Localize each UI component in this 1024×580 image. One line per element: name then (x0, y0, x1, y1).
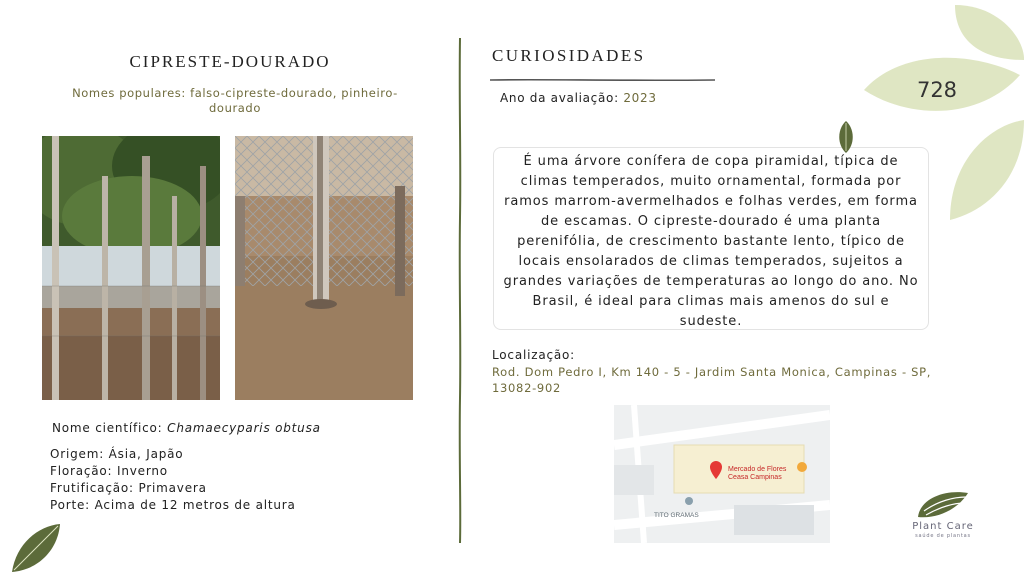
brand-tagline: saúde de plantas (915, 533, 971, 539)
vertical-divider (455, 38, 465, 543)
flowering: Floração: Inverno (50, 464, 168, 478)
location-label: Localização: (492, 348, 576, 362)
map-pin-label (728, 466, 786, 482)
scientific-name-line (52, 421, 321, 435)
scientific-label: Nome científico: (52, 421, 163, 435)
year-value: 2023 (623, 91, 657, 105)
year-label: Ano da avaliação: (500, 91, 619, 105)
map-pin-label-line1: Mercado de Flores (728, 466, 787, 473)
decorative-leaves (860, 0, 1024, 230)
page-number: 728 (916, 78, 958, 102)
scientific-name: Chamaecyparis obtusa (167, 421, 321, 435)
location-address: Rod. Dom Pedro I, Km 140 - 5 - Jardim Santa Monica, Campinas - SP, 13082-902 (492, 365, 932, 395)
tree-photo-left (42, 136, 220, 400)
description-box: É uma árvore conífera de copa piramidal, típica de climas temperados, muito ornamental, formada por ramos marrom-avermelhados e folhas verdes, em forma de escamas. O cipreste-dourado é uma planta perenifólia, de crescimento bastante lento, típico de locais ensolarados de climas temperados, sujeitos a grandes variações de temperaturas ao longo do ano. No Brasil, é ideal para climas mais amenos do sul e sudeste. (493, 147, 929, 330)
location-map[interactable] (614, 405, 830, 543)
title-underline (490, 68, 715, 74)
origin: Origem: Ásia, Japão (50, 447, 184, 461)
evaluation-year (500, 91, 657, 105)
popular-names: Nomes populares: falso-cipreste-dourado, pinheiro-dourado (72, 86, 398, 115)
plant-name: CIPRESTE-DOURADO (129, 52, 331, 71)
corner-leaf-icon (8, 520, 64, 576)
small-leaf-icon (836, 120, 856, 154)
tree-photo-right (235, 136, 413, 400)
curiosities-title: CURIOSIDADES (492, 46, 646, 65)
size: Porte: Acima de 12 metros de altura (50, 498, 296, 512)
fruiting: Frutificação: Primavera (50, 481, 207, 495)
brand-name: Plant Care (912, 521, 974, 532)
map-secondary-label: TITO GRAMAS (654, 512, 699, 519)
map-pin-label-line2: Ceasa Campinas (728, 474, 782, 481)
